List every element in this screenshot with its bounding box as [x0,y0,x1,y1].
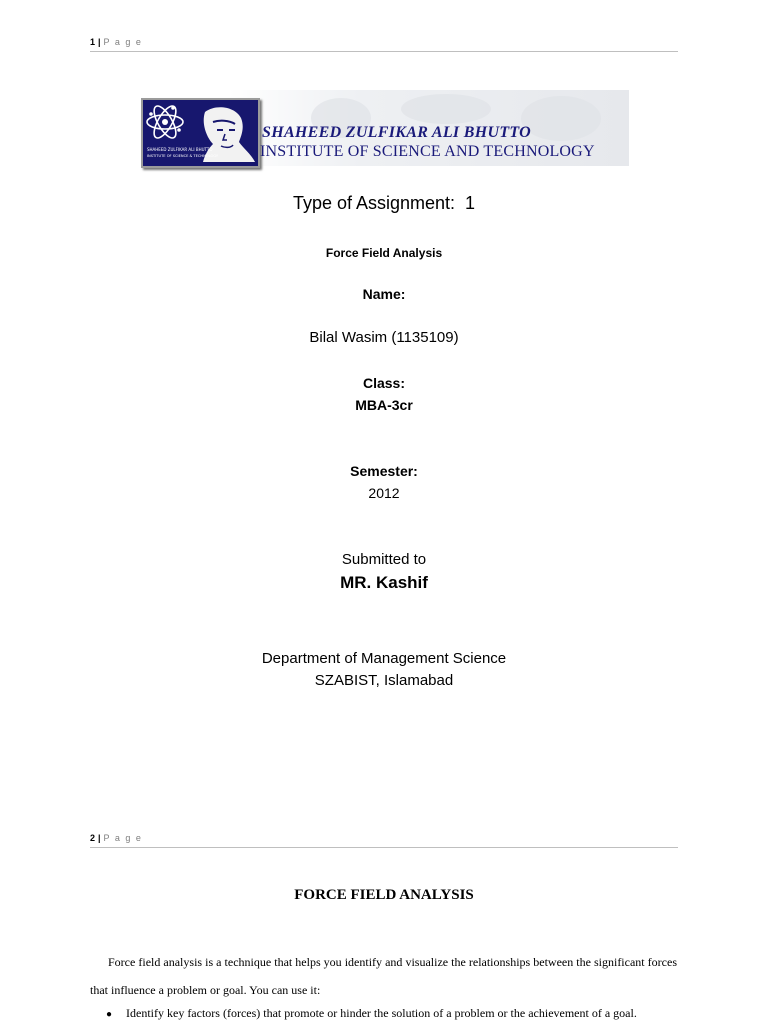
header-separator: | [98,37,101,47]
submitted-to-value: MR. Kashif [340,573,428,592]
semester-value: 2012 [368,485,400,501]
semester-label: Semester: [350,463,418,479]
institution-name: SZABIST, Islamabad [314,672,454,689]
department-name: Department of Management Science [261,650,507,667]
banner-line-2: INSTITUTE OF SCIENCE AND TECHNOLOGY [260,143,595,160]
logo-small-text-1: SHAHEED ZULFIKAR ALI BHUTTO [147,147,213,152]
bullet-icon: ● [106,1009,113,1020]
atom-portrait-icon [143,100,258,166]
page-label: P a g e [103,833,143,843]
topic-title: Force Field Analysis [325,246,443,260]
list-item-text: Identify key factors (forces) that promote or hinder the solution of a problem or the achievement of a goal. [126,1006,637,1020]
class-value: MBA-3cr [355,397,413,413]
page-number: 2 [90,833,96,843]
section-heading: FORCE FIELD ANALYSIS [294,887,474,903]
page-header-2 [90,833,678,848]
page-number: 1 [90,37,96,47]
intro-paragraph-text: Force field analysis is a technique that helps you identify and visualize the relationships between the significant forces that influence a problem or goal. You can use it: [90,955,677,997]
name-label: Name: [362,286,406,302]
intro-paragraph [90,948,677,1004]
name-value: Bilal Wasim (1135109) [309,329,459,346]
logo-small-text-2: INSTITUTE OF SCIENCE & TECHNOLOGY [147,154,219,158]
class-label: Class: [362,375,406,391]
assignment-title: Type of Assignment: 1 [292,193,476,213]
header-separator: | [98,833,101,843]
banner-line-1: SHAHEED ZULFIKAR ALI BHUTTO [262,124,532,141]
submitted-to-label: Submitted to [341,551,427,568]
page-label: P a g e [103,37,143,47]
list-item [106,1006,637,1021]
institute-logo [141,98,260,168]
page-header-1 [90,37,678,52]
